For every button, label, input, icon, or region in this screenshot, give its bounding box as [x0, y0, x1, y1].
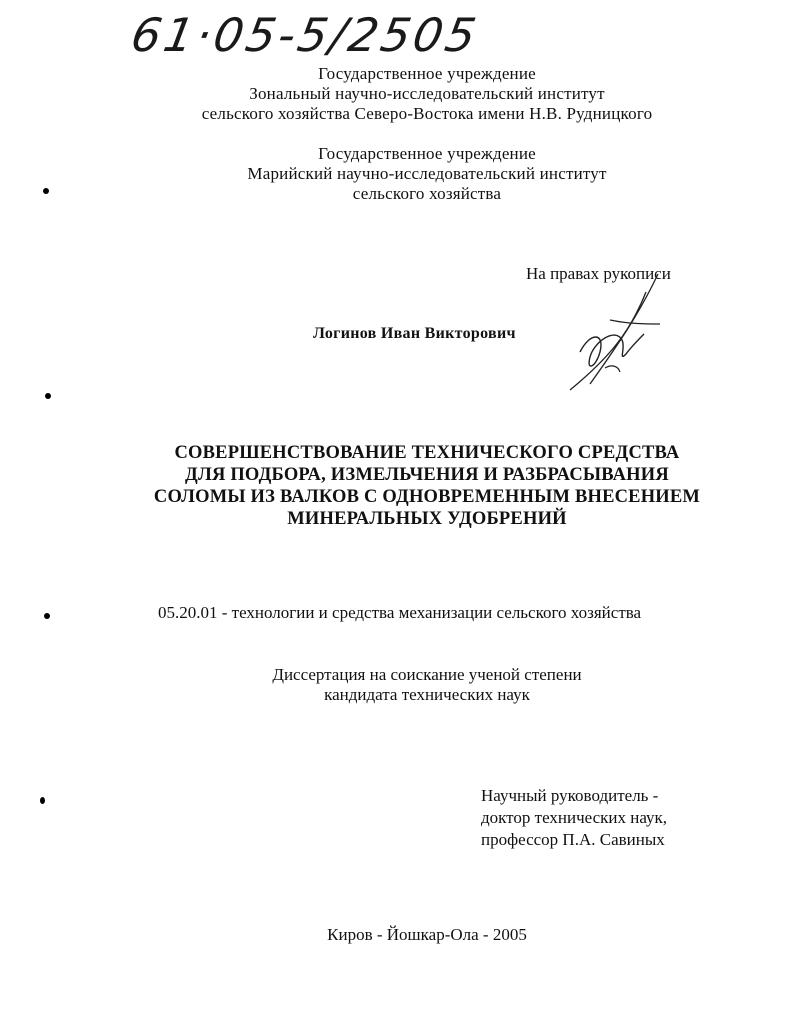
supervisor-line: Научный руководитель - [481, 786, 659, 805]
degree-line: кандидата технических наук [324, 685, 530, 704]
institution-2-line: Марийский научно-исследовательский институт [247, 164, 607, 183]
degree-line: Диссертация на соискание ученой степени [272, 665, 582, 684]
institution-1-line: сельского хозяйства Северо-Востока имени Н.В. Рудницкого [201, 104, 653, 123]
institution-2-line: Государственное учреждение [318, 144, 536, 163]
institution-2-line: сельского хозяйства [352, 184, 502, 203]
binding-hole-mark [43, 188, 49, 194]
supervisor-line: профессор П.А. Савиных [481, 830, 665, 849]
author-name: Логинов Иван Викторович [313, 325, 516, 342]
institution-1-line: Государственное учреждение [318, 64, 536, 83]
binding-hole-mark [44, 613, 50, 619]
title-line: МИНЕРАЛЬНЫХ УДОБРЕНИЙ [287, 509, 567, 529]
manuscript-rights-note: На правах рукописи [526, 264, 671, 283]
supervisor-line: доктор технических наук, [481, 808, 668, 827]
institution-2-block [0, 144, 794, 204]
archive-number-handwritten: 61·05-5/2505 [127, 8, 483, 62]
degree-block [0, 665, 794, 705]
specialty-code: 05.20.01 - технологии и средства механизации сельского хозяйства [158, 603, 642, 622]
place-and-year: Киров - Йошкар-Ола - 2005 [327, 925, 527, 944]
title-line: СОЛОМЫ ИЗ ВАЛКОВ С ОДНОВРЕМЕННЫМ ВНЕСЕНИЕМ [153, 487, 701, 507]
author-signature [560, 272, 670, 392]
dissertation-title [0, 442, 794, 530]
supervisor-block [481, 785, 667, 851]
title-line: СОВЕРШЕНСТВОВАНИЕ ТЕХНИЧЕСКОГО СРЕДСТВА [174, 443, 680, 463]
title-line: ДЛЯ ПОДБОРА, ИЗМЕЛЬЧЕНИЯ И РАЗБРАСЫВАНИЯ [185, 465, 669, 485]
binding-hole-mark [40, 797, 45, 804]
institution-1-block [0, 64, 794, 124]
institution-1-line: Зональный научно-исследовательский институт [249, 84, 605, 103]
binding-hole-mark [45, 393, 51, 399]
